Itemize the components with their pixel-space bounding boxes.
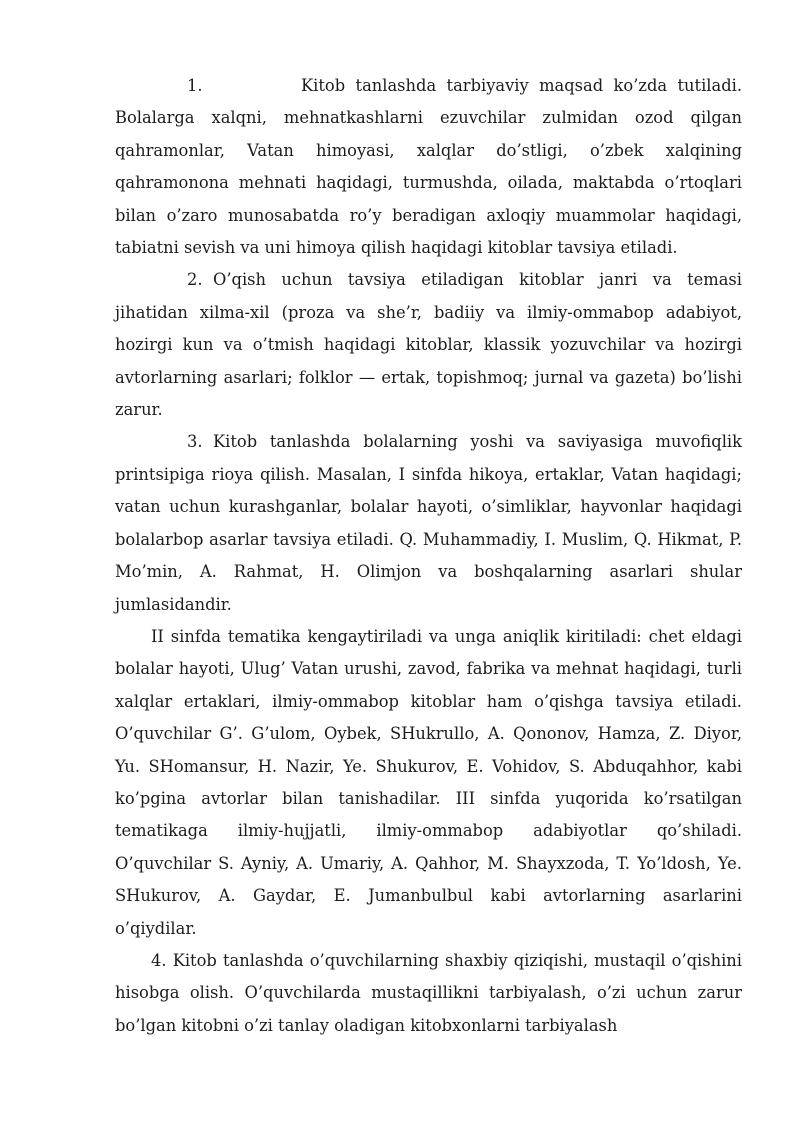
paragraph-4 [115,621,742,945]
paragraph-2 [115,264,742,426]
paragraph-number: 4. [151,950,167,970]
paragraph-text: O’qish uchun tavsiya etiladigan kitoblar janri va temasi jihatidan xilma-xil (proza va she’r, badiiy va ilmiy-ommabop adabiyot, hozirgi kun va o’tmish haqidagi kitoblar, klassik yozuvchilar va hozirgi avtorlarning asarlari; folklor — ertak, topishmoq; jurnal va gazeta) bo’lishi zarur. [115,270,742,420]
paragraph-text: Kitob tanlashda bolalarning yoshi va saviyasiga muvofiqlik printsipiga rioya qilish. Masalan, I sinfda hikoya, ertaklar, Vatan haqidagi; vatan uchun kurashganlar, bolalar hayoti, o’simliklar, hayvonlar haqidagi bolalarbop asarlar tavsiya etiladi. Q. Muhammadiy, I. Muslim, Q. Hikmat, P. Mo’min, A. Rahmat, H. Olimjon va boshqalarning asarlari shular jumlasidandir. [115,432,742,614]
paragraph-number: 3. [187,432,203,452]
document-body [115,70,742,1042]
paragraph-number: 2. [187,270,203,290]
paragraph-1 [115,70,742,264]
paragraph-text: II sinfda tematika kengaytiriladi va unga aniqlik kiritiladi: chet eldagi bolalar hayoti, Ulug’ Vatan urushi, zavod, fabrika va mehnat haqidagi, turli xalqlar ertaklari, ilmiy-ommabop kitoblar ham o’qishga tavsiya etiladi. O’quvchilar G’. G’ulom, Oybek, SHukrullo, A. Qononov, Hamza, Z. Diyor, Yu. SHomansur, H. Nazir, Ye. Shukurov, E. Vohidov, S. Abduqahhor, kabi ko’pgina avtorlar bilan tanishadilar. III sinfda yuqorida ko’rsatilgan tematikaga ilmiy-hujjatli, ilmiy-ommabop adabiyotlar qo’shiladi. O’quvchilar S. Ayniy, A. Umariy, A. Qahhor, M. Shayxzoda, T. Yo’ldosh, Ye. SHukurov, A. Gaydar, E. Jumanbulbul kabi avtorlarning asarlarini o’qiydilar. [115,626,742,938]
paragraph-text: Kitob tanlashda tarbiyaviy maqsad ko’zda tutiladi. Bolalarga xalqni, mehnatkashlarni ezuvchilar zulmidan ozod qilgan qahramonlar, Vatan himoyasi, xalqlar do’stligi, o’zbek xalqining qahramonona mehnati haqidagi, turmushda, oilada, maktabda o’rtoqlari bilan o’zaro munosabatda ro’y beradigan axloqiy muammolar haqidagi, tabiatni sevish va uni himoya qilish haqidagi kitoblar tavsiya etiladi. [115,76,742,258]
paragraph-3 [115,426,742,620]
paragraph-5 [115,945,742,1042]
paragraph-text: Kitob tanlashda o’quvchilarning shaxbiy qiziqishi, mustaqil o’qishini hisobga olish. O’quvchilarda mustaqillikni tarbiyalash, o’zi uchun zarur bo’lgan kitobni o’zi tanlay oladigan kitobxonlarni tarbiyalash [115,950,742,1035]
paragraph-number: 1. [187,76,203,95]
